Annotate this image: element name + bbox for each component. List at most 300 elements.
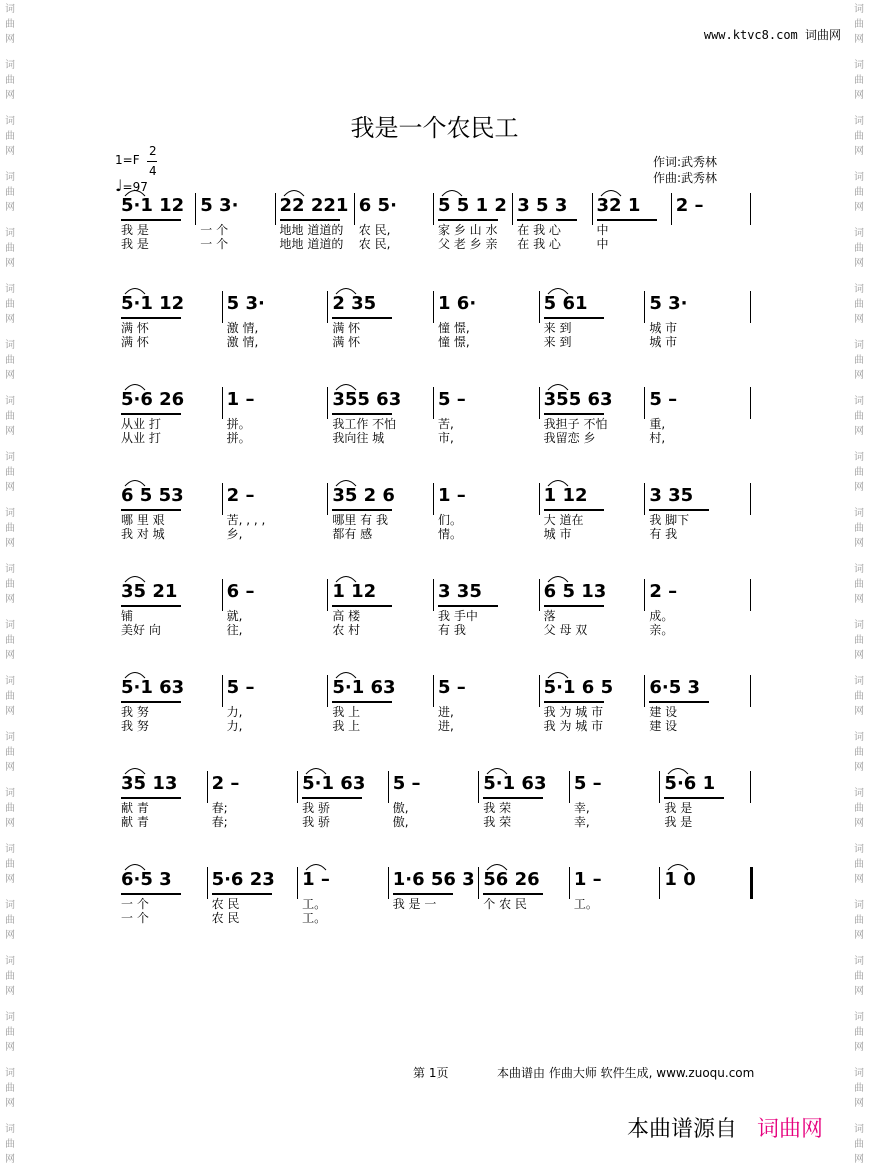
measure-notes: 6·5 3 bbox=[649, 677, 701, 698]
side-watermark-char: 曲 bbox=[854, 691, 864, 702]
side-watermark-char: 词 bbox=[854, 172, 864, 183]
slur-mark bbox=[282, 187, 306, 197]
measure-notes: 355 63 bbox=[332, 389, 402, 410]
side-watermark-char: 曲 bbox=[854, 75, 864, 86]
measure-notes: 35 13 bbox=[121, 773, 178, 794]
side-watermark-char: 曲 bbox=[5, 1139, 15, 1150]
measure-notes: 56 26 bbox=[483, 869, 540, 890]
lyric-verse-2: 我 是 bbox=[664, 815, 693, 829]
barline bbox=[750, 291, 751, 323]
lyric-verse-1: 来 到 bbox=[543, 321, 572, 335]
barline bbox=[195, 193, 196, 225]
time-signature-top: 2 bbox=[149, 144, 157, 158]
barline bbox=[207, 771, 208, 803]
side-watermark-char: 词 bbox=[854, 676, 864, 687]
side-watermark-char: 词 bbox=[5, 620, 15, 631]
side-watermark-char: 网 bbox=[854, 818, 864, 829]
quarter-note-icon: ♩ bbox=[115, 176, 123, 195]
barline bbox=[569, 867, 570, 899]
side-watermark-char: 词 bbox=[5, 1012, 15, 1023]
barline bbox=[297, 771, 298, 803]
measure-notes: 2 – bbox=[649, 581, 678, 602]
side-watermark-char: 曲 bbox=[854, 243, 864, 254]
slur-mark bbox=[666, 765, 690, 775]
lyric-verse-1: 春; bbox=[211, 801, 228, 815]
slur-mark bbox=[123, 573, 147, 583]
side-watermark-char: 词 bbox=[5, 676, 15, 687]
lyricist-credit: 作词:武秀林 bbox=[653, 155, 718, 169]
measure-notes: 1 12 bbox=[332, 581, 377, 602]
side-watermark-char: 曲 bbox=[854, 1139, 864, 1150]
side-watermark-char: 网 bbox=[854, 426, 864, 437]
side-watermark-char: 词 bbox=[854, 732, 864, 743]
lyric-verse-1: 城 市 bbox=[649, 321, 678, 335]
time-signature-line bbox=[147, 161, 157, 162]
lyric-verse-2: 农 民 bbox=[211, 911, 240, 925]
side-watermark-char: 曲 bbox=[854, 131, 864, 142]
lyric-verse-2: 美好 向 bbox=[121, 623, 161, 637]
lyric-verse-2: 村, bbox=[649, 431, 666, 445]
barline bbox=[750, 867, 753, 899]
side-watermark-char: 网 bbox=[5, 482, 15, 493]
measure-notes: 1·6 56 3 bbox=[392, 869, 475, 890]
side-watermark-char: 网 bbox=[5, 594, 15, 605]
barline bbox=[539, 579, 540, 611]
barline bbox=[433, 675, 434, 707]
lyric-verse-1: 我 为 城 市 bbox=[543, 705, 604, 719]
lyric-verse-2: 幸, bbox=[573, 815, 590, 829]
side-watermark-char: 曲 bbox=[854, 19, 864, 30]
lyric-verse-1: 献 青 bbox=[121, 801, 149, 815]
lyric-verse-1: 我 骄 bbox=[302, 801, 330, 815]
composer-credit: 作曲:武秀林 bbox=[653, 171, 718, 185]
measure-notes: 6 5 13 bbox=[543, 581, 607, 602]
side-watermark-char: 词 bbox=[854, 340, 864, 351]
lyric-verse-2: 进, bbox=[438, 719, 454, 733]
measure-notes: 1 – bbox=[226, 389, 255, 410]
lyric-verse-2: 工。 bbox=[302, 911, 327, 925]
lyric-verse-2: 力, bbox=[226, 719, 243, 733]
lyric-verse-2: 我留恋 乡 bbox=[543, 431, 596, 445]
side-watermark-char: 网 bbox=[5, 314, 15, 325]
side-watermark-char: 网 bbox=[5, 1098, 15, 1109]
measure-notes: 5 3· bbox=[200, 195, 239, 216]
side-watermark-char: 词 bbox=[5, 284, 15, 295]
side-watermark-char: 词 bbox=[5, 1068, 15, 1079]
side-watermark-char: 词 bbox=[5, 956, 15, 967]
lyric-verse-1: 苦, bbox=[438, 417, 454, 431]
score-line bbox=[0, 771, 869, 831]
lyric-verse-2: 地地 道道的 bbox=[279, 237, 344, 251]
side-watermark-char: 网 bbox=[854, 874, 864, 885]
side-watermark-char: 网 bbox=[854, 706, 864, 717]
slur-mark bbox=[123, 861, 147, 871]
side-watermark-char: 曲 bbox=[5, 75, 15, 86]
side-watermark-char: 曲 bbox=[854, 187, 864, 198]
lyric-verse-1: 我 是 一 bbox=[392, 897, 437, 911]
lyric-verse-1: 落 bbox=[543, 609, 556, 623]
measure-notes: 5 – bbox=[573, 773, 602, 794]
side-watermark-char: 词 bbox=[854, 620, 864, 631]
measure-notes: 5·1 12 bbox=[121, 293, 185, 314]
barline bbox=[297, 867, 298, 899]
side-watermark-char: 网 bbox=[5, 258, 15, 269]
side-watermark-char: 曲 bbox=[5, 131, 15, 142]
side-watermark-char: 网 bbox=[854, 314, 864, 325]
measure-notes: 5 – bbox=[392, 773, 421, 794]
side-watermark-char: 网 bbox=[5, 874, 15, 885]
side-watermark-char: 曲 bbox=[854, 859, 864, 870]
slur-mark bbox=[546, 381, 570, 391]
side-watermark-char: 词 bbox=[5, 172, 15, 183]
measure-notes: 6·5 3 bbox=[121, 869, 172, 890]
lyric-verse-1: 工。 bbox=[573, 897, 598, 911]
side-watermark-char: 曲 bbox=[854, 971, 864, 982]
barline bbox=[644, 387, 645, 419]
barline bbox=[433, 579, 434, 611]
lyric-verse-1: 拼。 bbox=[226, 417, 251, 431]
barline bbox=[388, 771, 389, 803]
side-watermark-char: 曲 bbox=[5, 1027, 15, 1038]
barline bbox=[222, 291, 223, 323]
lyric-verse-2: 父 老 乡 亲 bbox=[438, 237, 498, 251]
side-watermark-char: 曲 bbox=[5, 411, 15, 422]
side-watermark-char: 词 bbox=[854, 228, 864, 239]
side-watermark-char: 网 bbox=[854, 538, 864, 549]
side-watermark-char: 网 bbox=[5, 930, 15, 941]
lyric-verse-1: 成。 bbox=[649, 609, 674, 623]
side-watermark-char: 曲 bbox=[5, 635, 15, 646]
lyric-verse-1: 我 脚下 bbox=[649, 513, 690, 527]
side-watermark-char: 词 bbox=[854, 116, 864, 127]
lyric-verse-2: 我 对 城 bbox=[121, 527, 165, 541]
side-watermark-char: 词 bbox=[854, 508, 864, 519]
side-watermark-char: 网 bbox=[854, 202, 864, 213]
side-watermark-char: 曲 bbox=[854, 1083, 864, 1094]
side-watermark-char: 网 bbox=[854, 594, 864, 605]
side-watermark-char: 网 bbox=[5, 706, 15, 717]
lyric-verse-1: 满 怀 bbox=[332, 321, 361, 335]
side-watermark-char: 词 bbox=[854, 1068, 864, 1079]
lyric-verse-1: 从业 打 bbox=[121, 417, 161, 431]
side-watermark-char: 网 bbox=[5, 34, 15, 45]
lyric-verse-1: 进, bbox=[438, 705, 454, 719]
measure-notes: 22 221 bbox=[279, 195, 349, 216]
side-watermark-char: 曲 bbox=[854, 635, 864, 646]
barline bbox=[539, 675, 540, 707]
lyric-verse-1: 地地 道道的 bbox=[279, 223, 344, 237]
lyric-verse-2: 亲。 bbox=[649, 623, 674, 637]
lyric-verse-1: 铺 bbox=[121, 609, 134, 623]
lyric-verse-1: 建 设 bbox=[649, 705, 678, 719]
side-watermark-char: 曲 bbox=[5, 859, 15, 870]
slur-mark bbox=[440, 187, 464, 197]
barline bbox=[671, 193, 672, 225]
side-watermark-char: 词 bbox=[854, 452, 864, 463]
measure-notes: 5·1 63 bbox=[302, 773, 366, 794]
barline bbox=[750, 579, 751, 611]
side-watermark-char: 曲 bbox=[5, 691, 15, 702]
measure-notes: 5 3· bbox=[226, 293, 265, 314]
side-watermark-char: 词 bbox=[5, 4, 15, 15]
side-watermark-char: 曲 bbox=[854, 299, 864, 310]
measure-notes: 5·1 63 bbox=[332, 677, 396, 698]
side-watermark-char: 词 bbox=[5, 60, 15, 71]
side-watermark-char: 词 bbox=[854, 1012, 864, 1023]
side-watermark-char: 词 bbox=[854, 564, 864, 575]
lyric-verse-1: 我 荣 bbox=[483, 801, 512, 815]
side-watermark-char: 曲 bbox=[5, 243, 15, 254]
side-watermark-char: 词 bbox=[5, 116, 15, 127]
lyric-verse-2: 从业 打 bbox=[121, 431, 161, 445]
lyric-verse-2: 中 bbox=[596, 237, 609, 251]
slur-mark bbox=[304, 861, 328, 871]
lyric-verse-2: 一 个 bbox=[200, 237, 229, 251]
barline bbox=[433, 291, 434, 323]
measure-notes: 5·1 6 5 bbox=[543, 677, 614, 698]
measure-notes: 6 5· bbox=[358, 195, 397, 216]
watermark-text: 本曲谱源自 bbox=[626, 1117, 737, 1142]
lyric-verse-2: 有 我 bbox=[649, 527, 678, 541]
side-watermark-char: 网 bbox=[5, 1154, 15, 1165]
measure-notes: 35 2 6 bbox=[332, 485, 395, 506]
lyric-verse-2: 我 荣 bbox=[483, 815, 512, 829]
lyric-verse-1: 农 民, bbox=[358, 223, 391, 237]
lyric-verse-2: 满 怀 bbox=[332, 335, 361, 349]
barline bbox=[433, 387, 434, 419]
side-watermark-char: 曲 bbox=[5, 579, 15, 590]
slur-mark bbox=[334, 477, 358, 487]
side-watermark-char: 曲 bbox=[854, 747, 864, 758]
side-watermark-char: 曲 bbox=[5, 803, 15, 814]
lyric-verse-1: 力, bbox=[226, 705, 243, 719]
barline bbox=[478, 771, 479, 803]
barline bbox=[644, 675, 645, 707]
slur-mark bbox=[334, 669, 358, 679]
lyric-verse-1: 哪 里 艰 bbox=[121, 513, 165, 527]
barline bbox=[659, 867, 660, 899]
lyric-verse-2: 我 骄 bbox=[302, 815, 330, 829]
lyric-verse-2: 献 青 bbox=[121, 815, 149, 829]
slur-mark bbox=[666, 861, 690, 871]
side-watermark-char: 词 bbox=[5, 228, 15, 239]
side-watermark-char: 网 bbox=[854, 650, 864, 661]
barline bbox=[222, 387, 223, 419]
side-watermark-char: 网 bbox=[854, 90, 864, 101]
lyric-verse-2: 往, bbox=[226, 623, 243, 637]
side-watermark-char: 词 bbox=[854, 1124, 864, 1135]
slur-mark bbox=[123, 381, 147, 391]
score-line bbox=[0, 483, 869, 543]
side-watermark-char: 网 bbox=[5, 762, 15, 773]
side-watermark-char: 曲 bbox=[5, 187, 15, 198]
slur-mark bbox=[334, 573, 358, 583]
slur-mark bbox=[334, 381, 358, 391]
lyric-verse-2: 我 努 bbox=[121, 719, 149, 733]
lyric-verse-1: 我 努 bbox=[121, 705, 149, 719]
lyric-verse-1: 傲, bbox=[392, 801, 409, 815]
side-watermark-char: 网 bbox=[854, 930, 864, 941]
lyric-verse-1: 我 是 bbox=[664, 801, 693, 815]
side-watermark-char: 网 bbox=[5, 986, 15, 997]
side-watermark-char: 曲 bbox=[5, 747, 15, 758]
key-signature: 1=F bbox=[115, 153, 140, 167]
slur-mark bbox=[334, 285, 358, 295]
measure-notes: 5 – bbox=[226, 677, 255, 698]
side-watermark-char: 曲 bbox=[854, 803, 864, 814]
side-watermark-char: 词 bbox=[5, 788, 15, 799]
lyric-verse-2: 农 民, bbox=[358, 237, 391, 251]
lyric-verse-2: 情。 bbox=[438, 527, 463, 541]
lyric-verse-2: 满 怀 bbox=[121, 335, 149, 349]
barline bbox=[644, 291, 645, 323]
barline bbox=[222, 483, 223, 515]
slur-mark bbox=[123, 477, 147, 487]
side-watermark-char: 词 bbox=[5, 844, 15, 855]
side-watermark-char: 曲 bbox=[5, 355, 15, 366]
side-watermark-char: 曲 bbox=[5, 467, 15, 478]
measure-notes: 5 3· bbox=[649, 293, 688, 314]
barline bbox=[644, 483, 645, 515]
side-watermark-char: 词 bbox=[5, 900, 15, 911]
side-watermark-char: 网 bbox=[5, 90, 15, 101]
side-watermark-char: 曲 bbox=[854, 355, 864, 366]
lyric-verse-2: 在 我 心 bbox=[517, 237, 561, 251]
side-watermark-char: 词 bbox=[854, 396, 864, 407]
barline bbox=[222, 675, 223, 707]
side-watermark-char: 词 bbox=[5, 564, 15, 575]
lyric-verse-1: 重, bbox=[649, 417, 666, 431]
barline bbox=[750, 675, 751, 707]
barline bbox=[539, 291, 540, 323]
measure-notes: 6 5 53 bbox=[121, 485, 184, 506]
lyric-verse-1: 一 个 bbox=[121, 897, 149, 911]
lyric-verse-2: 有 我 bbox=[438, 623, 466, 637]
lyric-verse-1: 我担子 不怕 bbox=[543, 417, 608, 431]
lyric-verse-1: 哪里 有 我 bbox=[332, 513, 388, 527]
lyric-verse-1: 就, bbox=[226, 609, 243, 623]
side-watermark-char: 词 bbox=[854, 844, 864, 855]
barline bbox=[433, 483, 434, 515]
measure-notes: 1 0 bbox=[664, 869, 696, 890]
measure-notes: 5 – bbox=[649, 389, 678, 410]
slur-mark bbox=[546, 477, 570, 487]
measure-notes: 5 61 bbox=[543, 293, 588, 314]
song-title: 我是一个农民工 bbox=[350, 114, 519, 142]
lyric-verse-1: 我 上 bbox=[332, 705, 361, 719]
measure-notes: 5·6 23 bbox=[211, 869, 275, 890]
barline bbox=[569, 771, 570, 803]
score-line bbox=[0, 867, 869, 927]
barline bbox=[659, 771, 660, 803]
side-watermark-char: 网 bbox=[854, 762, 864, 773]
side-watermark-char: 曲 bbox=[5, 915, 15, 926]
barline bbox=[750, 193, 751, 225]
side-watermark-char: 词 bbox=[5, 732, 15, 743]
side-watermark-char: 网 bbox=[854, 370, 864, 381]
side-watermark-char: 网 bbox=[5, 370, 15, 381]
lyric-verse-1: 工。 bbox=[302, 897, 327, 911]
side-watermark-char: 曲 bbox=[5, 523, 15, 534]
barline bbox=[327, 579, 328, 611]
side-watermark-char: 网 bbox=[5, 202, 15, 213]
barline bbox=[512, 193, 513, 225]
lyric-verse-1: 在 我 心 bbox=[517, 223, 561, 237]
barline bbox=[644, 579, 645, 611]
side-watermark-char: 曲 bbox=[854, 523, 864, 534]
side-watermark-char: 网 bbox=[5, 818, 15, 829]
score-line bbox=[0, 291, 869, 351]
side-watermark-char: 词 bbox=[854, 788, 864, 799]
lyric-verse-2: 乡, bbox=[226, 527, 243, 541]
lyric-verse-1: 满 怀 bbox=[121, 321, 149, 335]
lyric-verse-2: 傲, bbox=[392, 815, 409, 829]
lyric-verse-2: 我向往 城 bbox=[332, 431, 385, 445]
side-watermark-char: 曲 bbox=[5, 299, 15, 310]
lyric-verse-1: 我 手中 bbox=[438, 609, 478, 623]
header-site-link[interactable]: www.ktvc8.com 词曲网 bbox=[703, 28, 841, 42]
measure-notes: 1 – bbox=[573, 869, 602, 890]
slur-mark bbox=[485, 861, 509, 871]
barline bbox=[327, 675, 328, 707]
lyric-verse-2: 农 村 bbox=[332, 623, 361, 637]
side-watermark-char: 曲 bbox=[854, 1027, 864, 1038]
source-watermark bbox=[627, 1112, 823, 1143]
side-watermark-char: 网 bbox=[854, 34, 864, 45]
side-watermark-char: 词 bbox=[5, 508, 15, 519]
barline bbox=[327, 387, 328, 419]
side-watermark-char: 词 bbox=[854, 284, 864, 295]
score-line bbox=[0, 193, 869, 253]
measure-notes: 5 – bbox=[438, 389, 466, 410]
side-watermark-char: 词 bbox=[5, 1124, 15, 1135]
lyric-verse-1: 憧 憬, bbox=[438, 321, 470, 335]
side-watermark-char: 曲 bbox=[854, 467, 864, 478]
lyric-verse-1: 中 bbox=[596, 223, 609, 237]
side-watermark-char: 网 bbox=[5, 650, 15, 661]
measure-notes: 5 5 1 2 bbox=[438, 195, 507, 216]
lyric-verse-2: 我 是 bbox=[121, 237, 149, 251]
lyric-verse-2: 市, bbox=[438, 431, 454, 445]
lyric-verse-2: 城 市 bbox=[543, 527, 572, 541]
score-line bbox=[0, 387, 869, 447]
measure-notes: 5·6 1 bbox=[664, 773, 716, 794]
barline bbox=[222, 579, 223, 611]
measure-notes: 2 – bbox=[211, 773, 240, 794]
lyric-verse-1: 大 道在 bbox=[543, 513, 584, 527]
side-watermark-char: 词 bbox=[854, 4, 864, 15]
barline bbox=[433, 193, 434, 225]
measure-notes: 355 63 bbox=[543, 389, 613, 410]
slur-mark bbox=[123, 765, 147, 775]
lyric-verse-2: 我 为 城 市 bbox=[543, 719, 604, 733]
barline bbox=[539, 483, 540, 515]
barline bbox=[388, 867, 389, 899]
lyric-verse-1: 家 乡 山 水 bbox=[438, 223, 498, 237]
measure-notes: 5·1 12 bbox=[121, 195, 185, 216]
side-watermark-char: 网 bbox=[5, 1042, 15, 1053]
measure-notes: 2 – bbox=[226, 485, 255, 506]
side-watermark-char: 曲 bbox=[5, 971, 15, 982]
barline bbox=[750, 387, 751, 419]
measure-notes: 1 6· bbox=[438, 293, 477, 314]
side-watermark-char: 网 bbox=[854, 1098, 864, 1109]
lyric-verse-2: 春; bbox=[211, 815, 228, 829]
side-watermark-char: 网 bbox=[5, 146, 15, 157]
watermark-site[interactable]: 词曲网 bbox=[756, 1117, 823, 1142]
slur-mark bbox=[304, 765, 328, 775]
slur-mark bbox=[123, 285, 147, 295]
